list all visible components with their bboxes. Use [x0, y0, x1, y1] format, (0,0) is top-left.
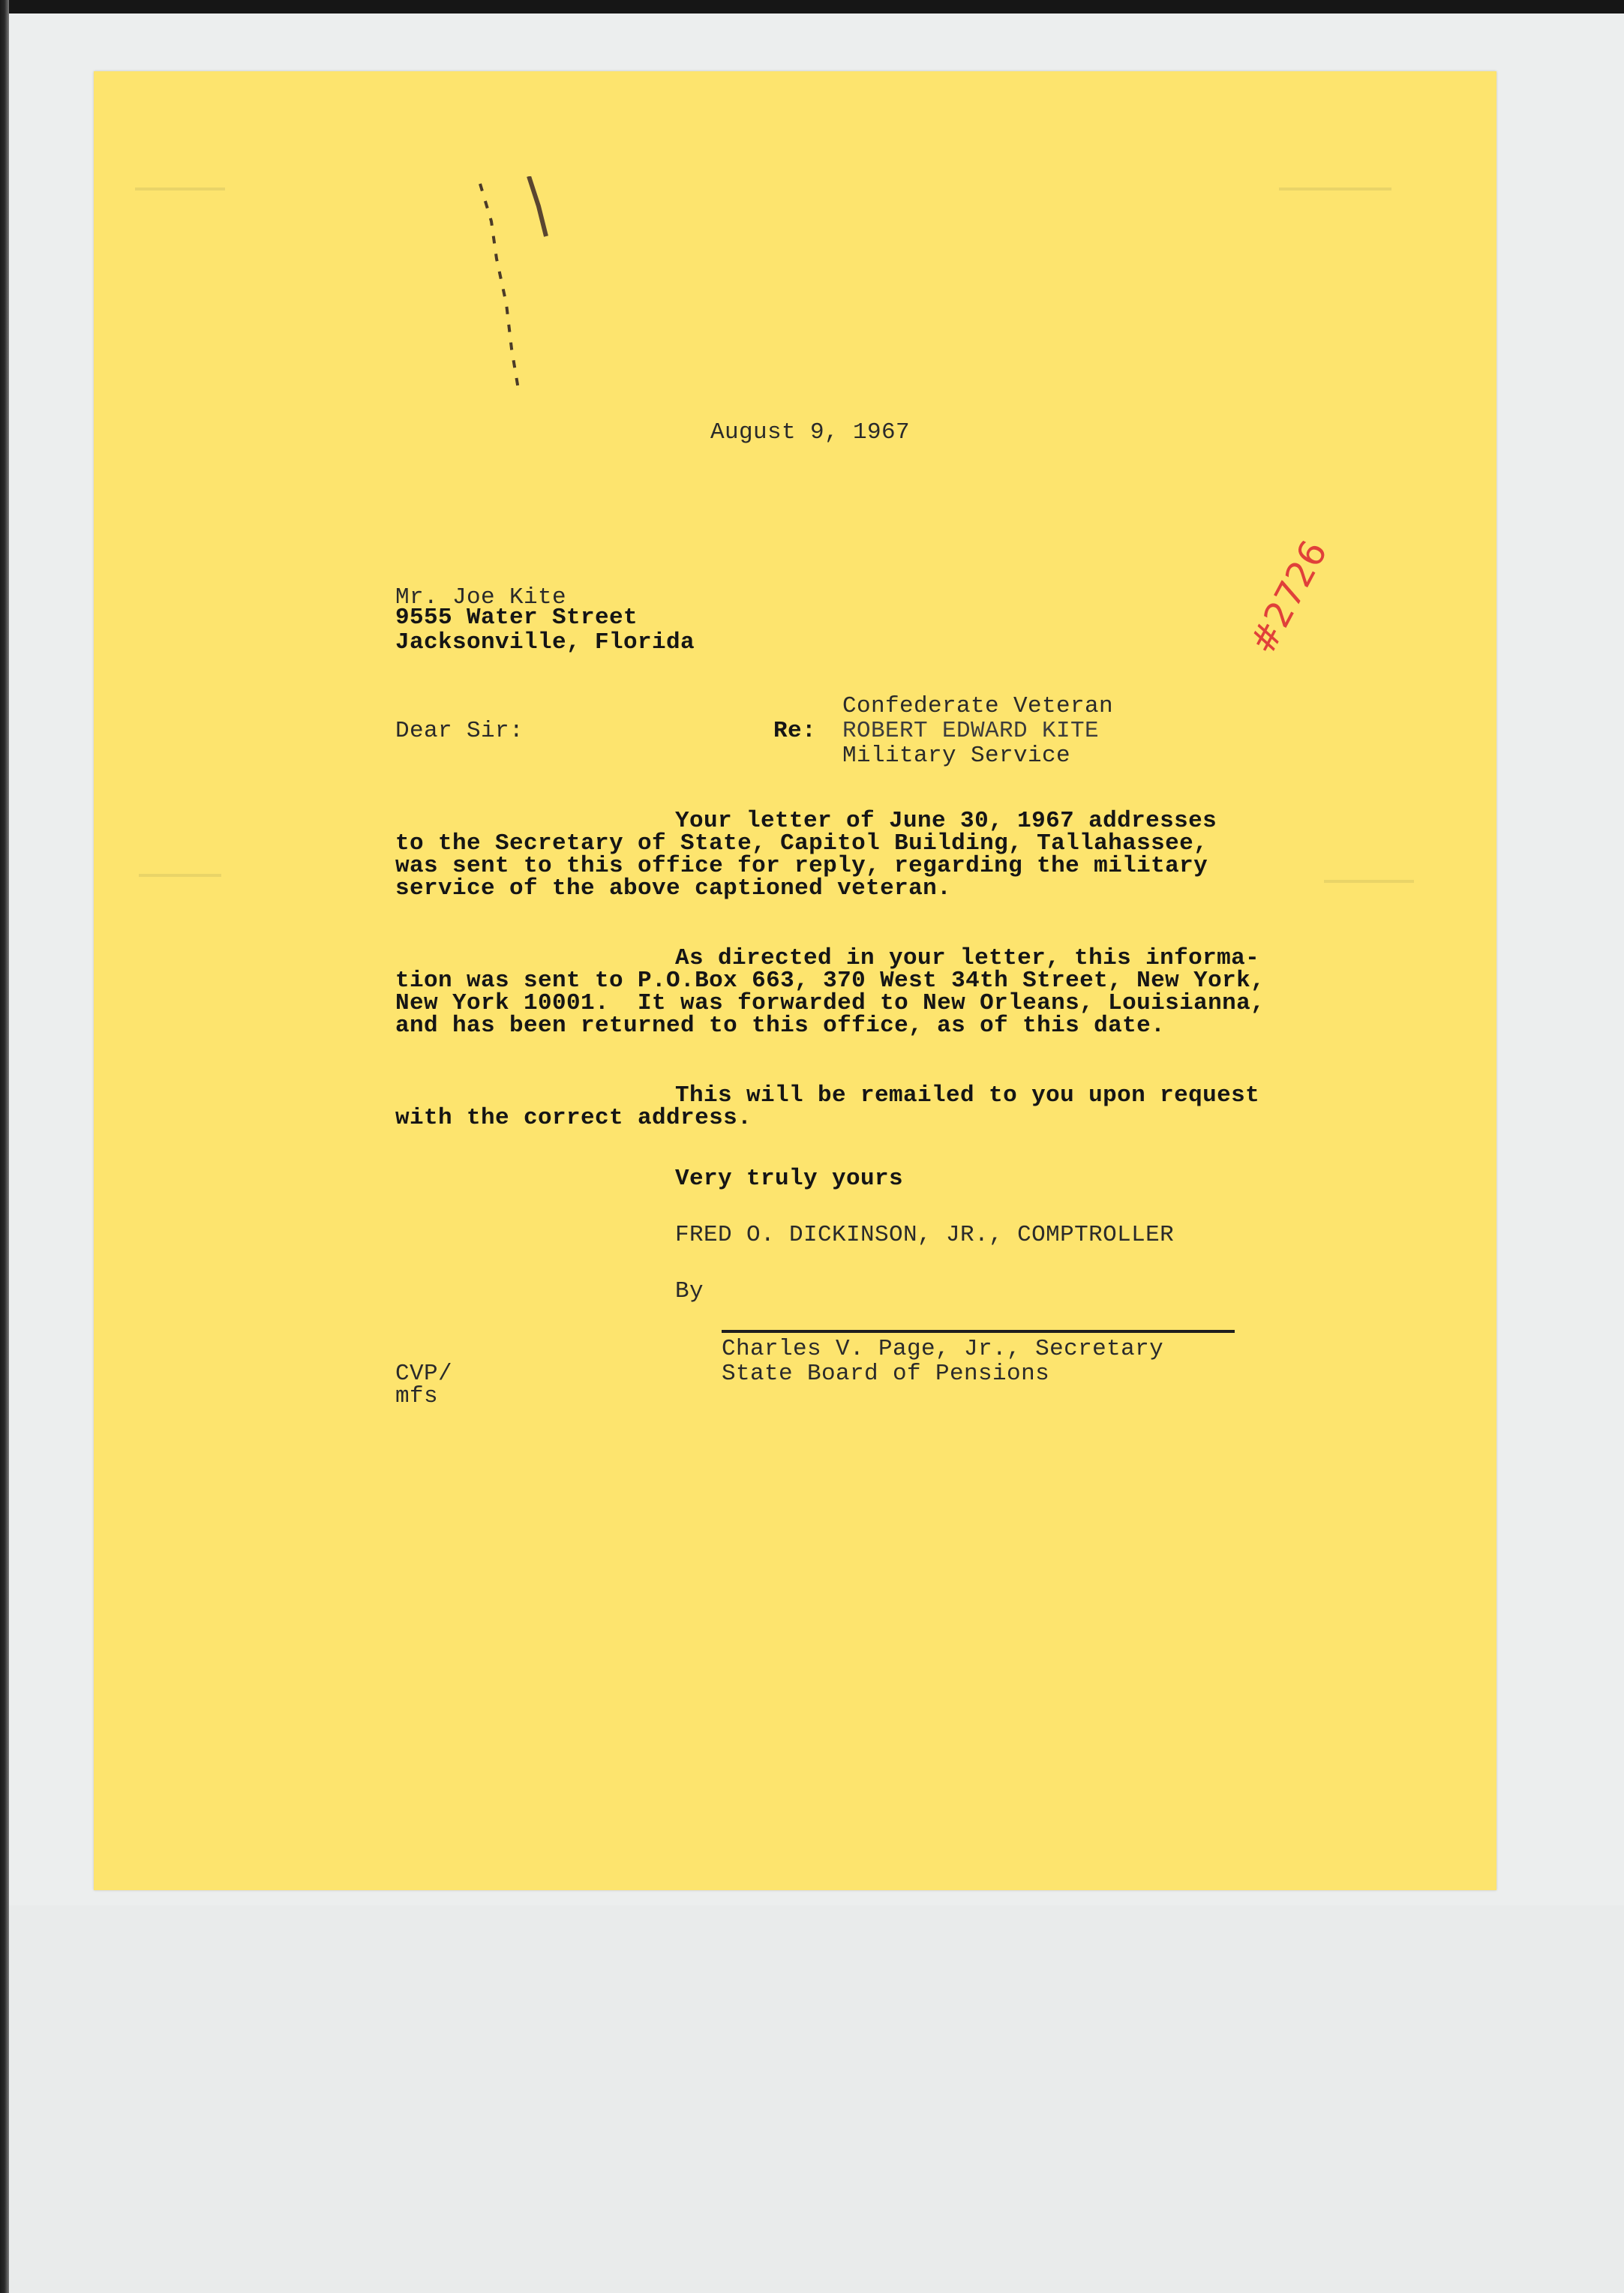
- fold-mark: [1279, 188, 1391, 191]
- paragraph-1-line-3: was sent to this office for reply, regarding the military: [395, 853, 1208, 879]
- subject-line-1: Confederate Veteran: [842, 693, 1114, 719]
- typist-initials-1: CVP/: [395, 1361, 453, 1387]
- office-name: FRED O. DICKINSON, JR., COMPTROLLER: [675, 1222, 1175, 1248]
- fold-mark: [139, 874, 221, 877]
- letter-sheet: [94, 71, 1496, 1890]
- fold-mark: [1324, 880, 1414, 883]
- staple-tear-mark: [465, 176, 570, 416]
- letter-date: August 9, 1967: [710, 419, 911, 446]
- subject-veteran-name: ROBERT EDWARD KITE: [842, 718, 1100, 744]
- recipient-street: 9555 Water Street: [395, 605, 638, 631]
- scan-left-border: [0, 0, 9, 2293]
- by-label: By: [675, 1278, 704, 1304]
- paragraph-2-line-4: and has been returned to this office, as of this date.: [395, 1013, 1166, 1039]
- subject-line-3: Military Service: [842, 743, 1071, 769]
- signature-line: [722, 1330, 1235, 1333]
- salutation: Dear Sir:: [395, 718, 524, 744]
- recipient-city: Jacksonville, Florida: [395, 629, 695, 656]
- signer-name-title: Charles V. Page, Jr., Secretary: [722, 1336, 1164, 1362]
- recipient-name: Mr. Joe Kite: [395, 584, 567, 611]
- paragraph-1-line-4: service of the above captioned veteran.: [395, 875, 952, 902]
- fold-mark: [135, 188, 225, 191]
- signer-board: State Board of Pensions: [722, 1361, 1050, 1387]
- paragraph-1-line-2: to the Secretary of State, Capitol Building, Tallahassee,: [395, 830, 1208, 857]
- closing: Very truly yours: [675, 1166, 904, 1192]
- paragraph-2-line-1: As directed in your letter, this informa-: [675, 945, 1260, 971]
- paragraph-3-line-2: with the correct address.: [395, 1105, 752, 1131]
- paragraph-2-line-2: tion was sent to P.O.Box 663, 370 West 34th Street, New York,: [395, 968, 1265, 994]
- typist-initials-2: mfs: [395, 1383, 439, 1409]
- scan-backing-sheet: [9, 1905, 1624, 2293]
- scan-top-border: [0, 0, 1624, 14]
- paragraph-1-line-1: Your letter of June 30, 1967 addresses: [675, 808, 1217, 834]
- subject-re-label: Re:: [773, 718, 817, 744]
- handwritten-file-number: #2726: [1241, 533, 1336, 662]
- paragraph-2-line-3: New York 10001. It was forwarded to New Orleans, Louisianna,: [395, 990, 1265, 1016]
- paragraph-3-line-1: This will be remailed to you upon request: [675, 1082, 1260, 1109]
